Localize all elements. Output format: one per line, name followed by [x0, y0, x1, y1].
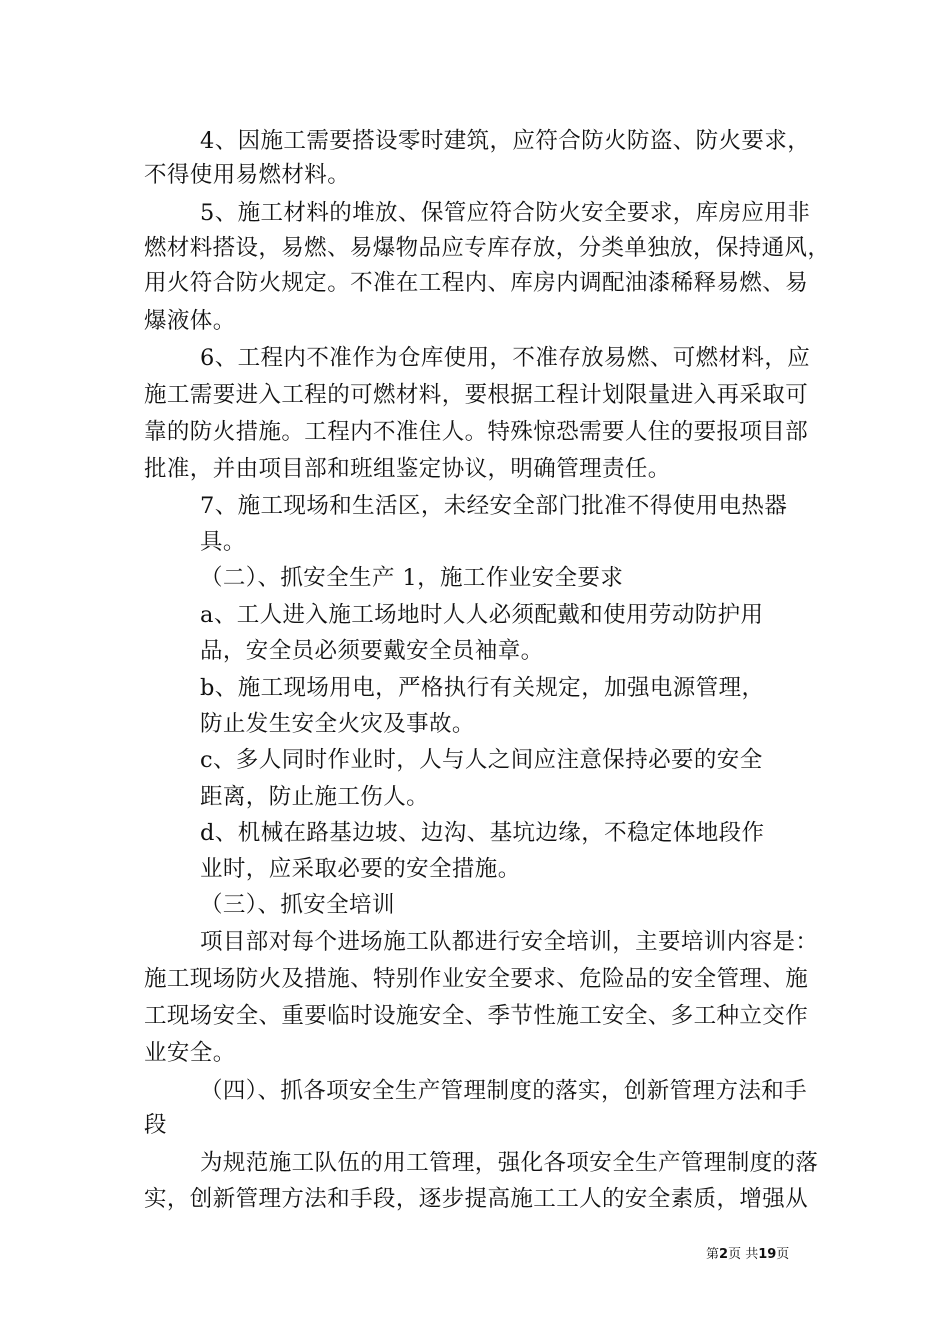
paragraph-line: 5、施工材料的堆放、保管应符合防火安全要求，库房应用非 — [200, 200, 811, 226]
paragraph-line: c、多人同时作业时，人与人之间应注意保持必要的安全 — [200, 747, 763, 773]
paragraph-line: a、工人进入施工场地时人人必须配戴和使用劳动防护用 — [200, 602, 764, 628]
paragraph-line: 具。 — [200, 529, 246, 555]
paragraph-line: 用火符合防火规定。不准在工程内、库房内调配油漆稀释易燃、易 — [144, 270, 809, 296]
paragraph-line: 为规范施工队伍的用工管理，强化各项安全生产管理制度的落 — [200, 1150, 819, 1176]
paragraph-line: 业时，应采取必要的安全措施。 — [200, 856, 521, 882]
paragraph-line: 距离，防止施工伤人。 — [200, 784, 430, 810]
paragraph-line: 实，创新管理方法和手段，逐步提高施工工人的安全素质，增强从 — [144, 1186, 809, 1212]
current-page-number: 2 — [719, 1247, 729, 1262]
paragraph-line: 业安全。 — [144, 1040, 236, 1066]
total-pages-number: 19 — [758, 1247, 777, 1262]
paragraph-line: 施工现场防火及措施、特别作业安全要求、危险品的安全管理、施 — [144, 966, 809, 992]
paragraph-line: 靠的防火措施。工程内不准住人。特殊惊恐需要人住的要报项目部 — [144, 419, 809, 445]
paragraph-line: b、施工现场用电，严格执行有关规定，加强电源管理， — [200, 675, 765, 701]
paragraph-line: 7、施工现场和生活区，未经安全部门批准不得使用电热器 — [200, 493, 788, 519]
paragraph-line: 品，安全员必须要戴安全员袖章。 — [200, 638, 544, 664]
paragraph-line: 6、工程内不准作为仓库使用，不准存放易燃、可燃材料，应 — [200, 345, 811, 371]
section-heading: （二）、抓安全生产 1，施工作业安全要求 — [200, 565, 624, 591]
paragraph-line: d、机械在路基边坡、边沟、基坑边缘，不稳定体地段作 — [200, 820, 765, 846]
footer-middle: 页 共 — [728, 1247, 759, 1262]
section-heading: （四）、抓各项安全生产管理制度的落实，创新管理方法和手 — [200, 1078, 808, 1104]
section-heading: 段 — [144, 1112, 167, 1138]
paragraph-line: 项目部对每个进场施工队都进行安全培训，主要培训内容是： — [200, 929, 819, 955]
paragraph-line: 防止发生安全火灾及事故。 — [200, 711, 475, 737]
paragraph-line: 4、因施工需要搭设零时建筑，应符合防火防盗、防火要求， — [200, 128, 811, 154]
paragraph-line: 批准，并由项目部和班组鉴定协议，明确管理责任。 — [144, 456, 671, 482]
page-footer — [706, 1247, 789, 1263]
paragraph-line: 施工需要进入工程的可燃材料，要根据工程计划限量进入再采取可 — [144, 382, 809, 408]
footer-prefix: 第 — [706, 1247, 720, 1262]
paragraph-line: 爆液体。 — [144, 308, 236, 334]
paragraph-line: 燃材料搭设，易燃、易爆物品应专库存放，分类单独放，保持通风， — [144, 235, 831, 261]
footer-suffix: 页 — [776, 1247, 790, 1262]
paragraph-line: 不得使用易燃材料。 — [144, 162, 351, 188]
paragraph-line: 工现场安全、重要临时设施安全、季节性施工安全、多工种立交作 — [144, 1003, 809, 1029]
section-heading: （三）、抓安全培训 — [200, 892, 395, 918]
